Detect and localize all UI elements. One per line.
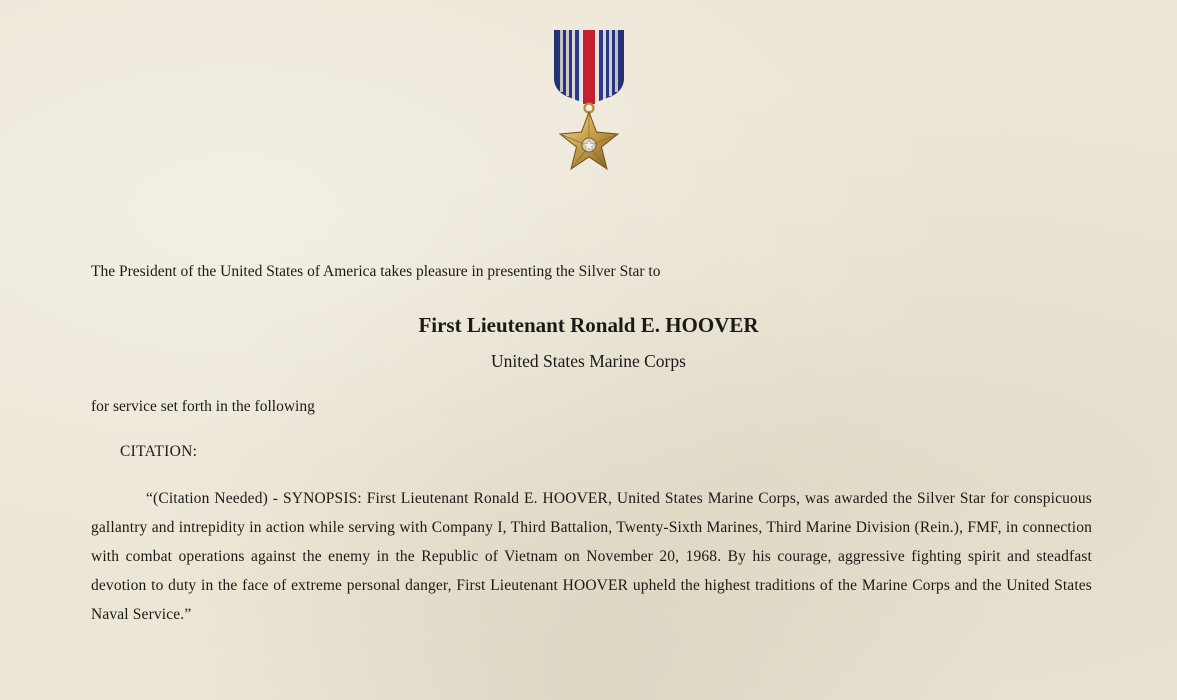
service-line: for service set forth in the following xyxy=(91,398,315,415)
citation-text: “(Citation Needed) - SYNOPSIS: First Lieutenant Ronald E. HOOVER, United States Marine Corps, was awarded the Silver Star for conspicuous gallantry and intrepidity in action while serving with Company I, Third Battalion, Twenty-Sixth Marines, Third Marine Division (Rein.), FMF, in connection with combat operations against the enemy in the Republic of Vietnam on November 20, 1968. By his courage, aggressive fighting spirit and steadfast devotion to duty in the face of extreme personal danger, First Lieutenant HOOVER upheld the highest traditions of the Marine Corps and the United States Naval Service.” xyxy=(91,490,1092,623)
silver-star-medal-icon xyxy=(550,28,628,178)
recipient-name: First Lieutenant Ronald E. HOOVER xyxy=(418,313,759,337)
intro-text: The President of the United States of America takes pleasure in presenting the Silver Star to xyxy=(91,263,661,280)
service-branch: United States Marine Corps xyxy=(491,351,686,371)
citation-heading: CITATION: xyxy=(120,443,198,460)
